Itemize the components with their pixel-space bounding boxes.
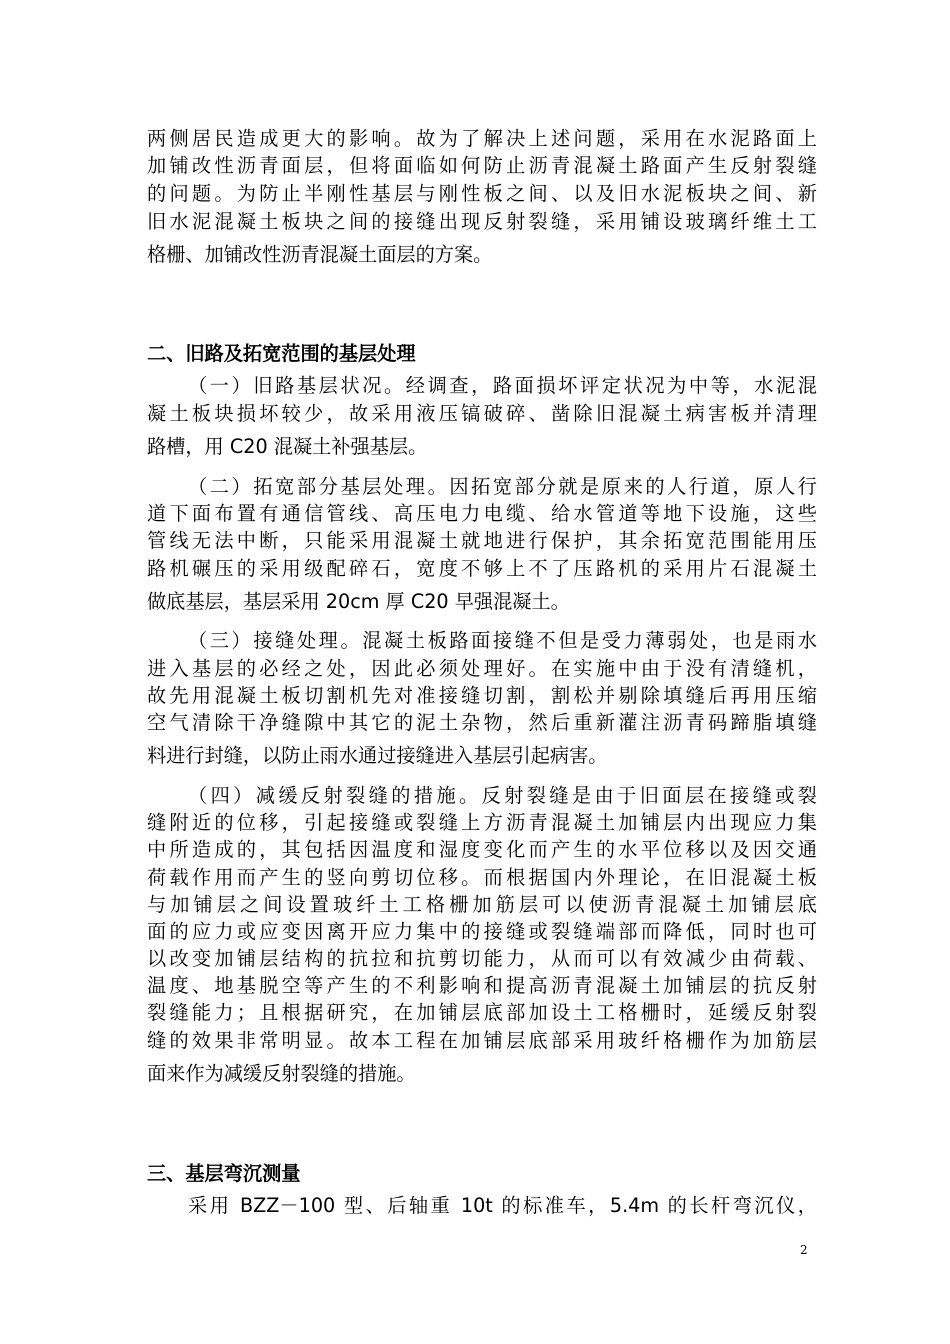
s2p4-line-1: （四）减缓反射裂缝的措施。反射裂缝是由于旧面层在接缝或裂 (188, 784, 817, 807)
s2p4-line-10: 缝的效果非常明显。故本工程在加铺层底部采用玻纤格栅作为加筋层 (147, 1029, 817, 1052)
intro-line-3: 的问题。为防止半刚性基层与刚性板之间、以及旧水泥板块之间、新 (147, 182, 817, 205)
s2p3-line-5: 料进行封缝，以防止雨水通过接缝进入基层引起病害。 (147, 744, 608, 767)
s2p4-line-2: 缝附近的位移，引起接缝或裂缝上方沥青混凝土加铺层内出现应力集 (147, 811, 817, 834)
section-2-heading: 二、旧路及拓宽范围的基层处理 (147, 342, 416, 365)
s2p3-line-4: 空气清除干净缝隙中其它的泥土杂物，然后重新灌注沥青码蹄脂填缝 (147, 711, 817, 734)
s2p3-line-1: （三）接缝处理。混凝土板路面接缝不但是受力薄弱处，也是雨水 (188, 629, 817, 652)
s2p2-line-4: 路机碾压的采用级配碎石，宽度不够上不了压路机的采用片石混凝土 (147, 557, 817, 580)
s2p4-line-9: 裂缝能力；且根据研究，在加铺层底部加设土工格栅时，延缓反射裂 (147, 1001, 817, 1024)
s2p3-line-2: 进入基层的必经之处，因此必须处理好。在实施中由于没有清缝机， (147, 657, 817, 680)
intro-line-4: 旧水泥混凝土板块之间的接缝出现反射裂缝，采用铺设玻璃纤维土工 (147, 210, 817, 233)
s2p4-line-5: 与加铺层之间设置玻纤土工格栅加筋层可以使沥青混凝土加铺层底 (147, 893, 817, 916)
s2p4-line-4: 荷载作用而产生的竖向剪切位移。而根据国内外理论，在旧混凝土板 (147, 866, 817, 889)
s2p1-line-1: （一）旧路基层状况。经调查，路面损坏评定状况为中等，水泥混 (188, 374, 817, 397)
s2p3-line-3: 故先用混凝土板切割机先对准接缝切割，割松并剔除填缝后再用压缩 (147, 684, 817, 707)
s2p1-line-2: 凝土板块损坏较少，故采用液压镐破碎、凿除旧混凝土病害板并清理 (147, 402, 817, 425)
s2p4-line-3: 中所造成的，其包括因温度和湿度变化而产生的水平位移以及因交通 (147, 838, 817, 861)
page-number: 2 (800, 1243, 808, 1257)
intro-line-5: 格栅、加铺改性沥青混凝土面层的方案。 (147, 243, 493, 266)
section-3-heading: 三、基层弯沉测量 (147, 1162, 301, 1185)
s2p4-line-8: 温度、地基脱空等产生的不利影响和提高沥青混凝土加铺层的抗反射 (147, 974, 817, 997)
s2p4-line-6: 面的应力或应变因离开应力集中的接缝或裂缝端部而降低，同时也可 (147, 920, 817, 943)
s3p1-line-1: 采用 BZZ－100 型、后轴重 10t 的标准车，5.4m 的长杆弯沉仪， (188, 1194, 817, 1217)
s2p4-line-11: 面来作为减缓反射裂缝的措施。 (147, 1062, 416, 1085)
intro-line-2: 加铺改性沥青面层，但将面临如何防止沥青混凝土路面产生反射裂缝 (147, 154, 817, 177)
s2p2-line-3: 管线无法中断，只能采用混凝土就地进行保护，其余拓宽范围能用压 (147, 529, 817, 552)
s2p4-line-7: 以改变加铺层结构的抗拉和抗剪切能力，从而可以有效减少由荷载、 (147, 947, 817, 970)
s2p2-line-2: 道下面布置有通信管线、高压电力电缆、给水管道等地下设施，这些 (147, 502, 817, 525)
intro-line-1: 两侧居民造成更大的影响。故为了解决上述问题，采用在水泥路面上 (147, 127, 817, 150)
s2p2-line-5: 做底基层，基层采用 20cm 厚 C20 早强混凝土。 (147, 590, 570, 613)
s2p1-line-3: 路槽，用 C20 混凝土补强基层。 (147, 435, 428, 458)
s2p2-line-1: （二）拓宽部分基层处理。因拓宽部分就是原来的人行道，原人行 (188, 475, 817, 498)
